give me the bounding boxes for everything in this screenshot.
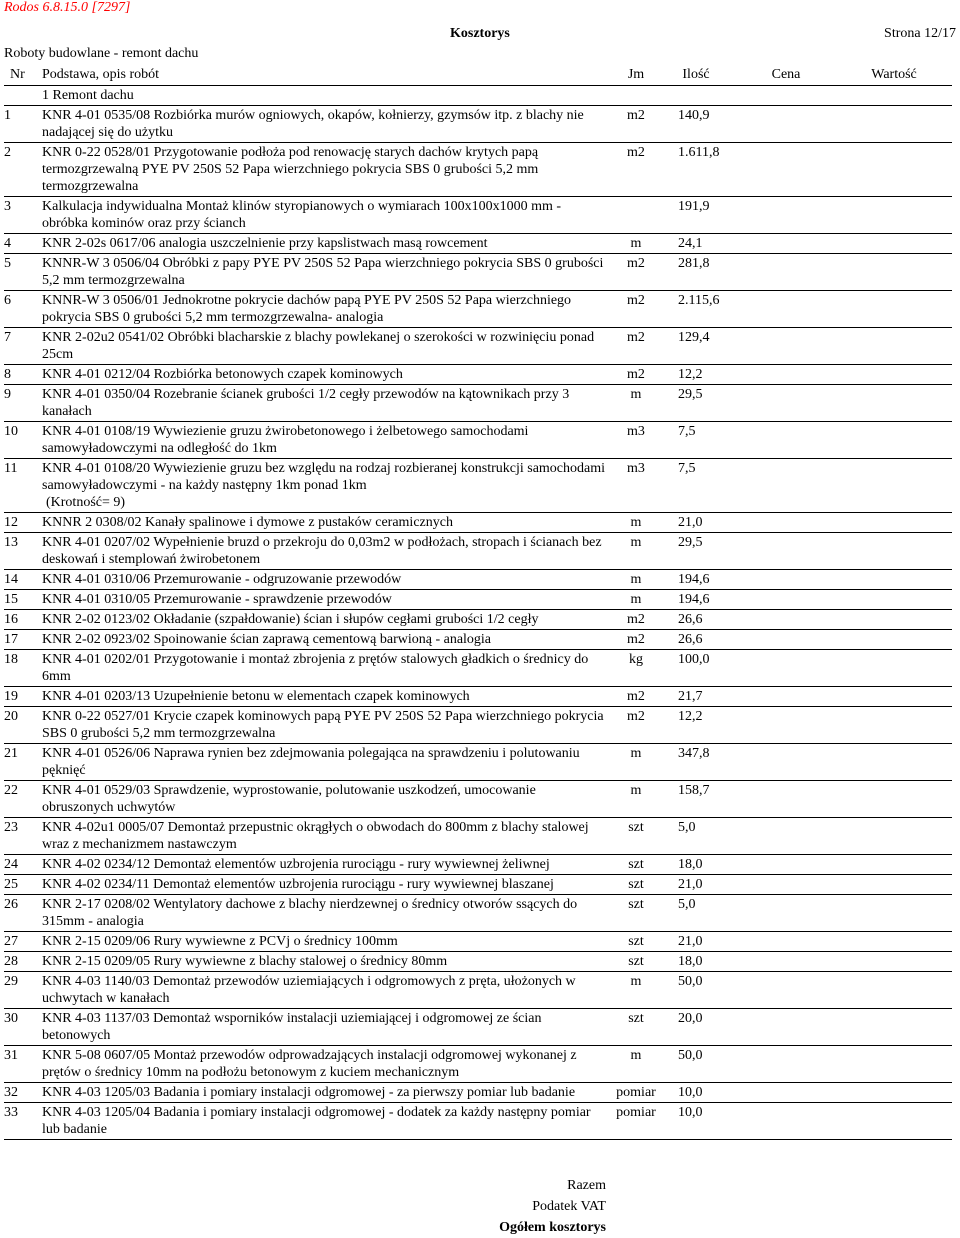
row-value	[836, 972, 952, 1009]
column-header-desc: Podstawa, opis robót	[42, 64, 616, 86]
row-price	[736, 781, 836, 818]
row-number: 24	[4, 855, 42, 875]
row-number: 33	[4, 1103, 42, 1140]
row-description	[42, 385, 616, 422]
row-description	[42, 610, 616, 630]
table-row	[4, 895, 952, 932]
row-number: 20	[4, 707, 42, 744]
row-description	[42, 197, 616, 234]
row-unit: m	[616, 781, 656, 818]
row-unit: m3	[616, 422, 656, 459]
row-quantity: 10,0	[656, 1103, 736, 1140]
page-number: Strona 12/17	[884, 26, 956, 41]
row-value	[836, 855, 952, 875]
row-unit: m3	[616, 459, 656, 513]
row-quantity: 50,0	[656, 972, 736, 1009]
row-description	[42, 234, 616, 254]
row-description	[42, 459, 616, 513]
row-number: 31	[4, 1046, 42, 1083]
column-header-qty: Ilość	[656, 64, 736, 86]
row-number: 18	[4, 650, 42, 687]
row-value	[836, 365, 952, 385]
row-quantity: 18,0	[656, 855, 736, 875]
row-quantity: 194,6	[656, 570, 736, 590]
table-row	[4, 234, 952, 254]
table-row	[4, 952, 952, 972]
table-row	[4, 513, 952, 533]
row-quantity: 12,2	[656, 365, 736, 385]
row-quantity: 21,7	[656, 687, 736, 707]
row-price	[736, 610, 836, 630]
row-price	[736, 932, 836, 952]
row-description-text: KNR 5-08 0607/05 Montaż przewodów odprowadzających instalacji odgromowej wykonanej z prętów o średnicy 10mm na podłożu betonowym z kuciem mechanicznym	[42, 1048, 577, 1080]
row-description-text: KNR 4-01 0108/20 Wywiezienie gruzu bez względu na rodzaj rozbieranej konstrukcji samochodami samowyładowczymi - na każdy następny 1km ponad 1km	[42, 461, 606, 493]
row-unit: m	[616, 1046, 656, 1083]
row-description-text: KNR 4-01 0529/03 Sprawdzenie, wyprostowanie, polutowanie uszkodzeń, umocowanie obruszonych uchwytów	[42, 783, 536, 815]
row-quantity: 21,0	[656, 932, 736, 952]
row-description	[42, 818, 616, 855]
table-row	[4, 291, 952, 328]
row-description	[42, 1009, 616, 1046]
row-unit: pomiar	[616, 1103, 656, 1140]
row-value	[836, 818, 952, 855]
row-value	[836, 570, 952, 590]
row-description-text: KNR 2-15 0209/06 Rury wywiewne z PCVj o średnicy 100mm	[42, 934, 398, 949]
row-description	[42, 687, 616, 707]
row-quantity: 50,0	[656, 1046, 736, 1083]
row-description	[42, 781, 616, 818]
row-description	[42, 744, 616, 781]
row-description	[42, 365, 616, 385]
row-unit: m2	[616, 630, 656, 650]
row-price	[736, 875, 836, 895]
row-unit: m	[616, 570, 656, 590]
row-value	[836, 895, 952, 932]
row-unit: m	[616, 744, 656, 781]
row-unit: kg	[616, 650, 656, 687]
row-value	[836, 143, 952, 197]
row-number: 3	[4, 197, 42, 234]
table-row	[4, 422, 952, 459]
table-row	[4, 365, 952, 385]
row-value	[836, 1009, 952, 1046]
row-quantity: 100,0	[656, 650, 736, 687]
row-description-text: KNR 2-02s 0617/06 analogia uszczelnienie przy kapslistwach masą rowcement	[42, 236, 488, 251]
row-price	[736, 972, 836, 1009]
row-price	[736, 291, 836, 328]
row-description-text: KNR 2-02u2 0541/02 Obróbki blacharskie z blachy powlekanej o szerokości w rozwinięciu ponad 25cm	[42, 330, 595, 362]
row-number: 7	[4, 328, 42, 365]
row-unit: m2	[616, 254, 656, 291]
row-number: 2	[4, 143, 42, 197]
cost-estimate-table	[4, 64, 952, 1140]
row-value	[836, 513, 952, 533]
row-number: 5	[4, 254, 42, 291]
row-description-text: KNR 0-22 0528/01 Przygotowanie podłoża pod renowację starych dachów krytych papą termozgrzewalną PYE PV 250S 52 Papa wierzchniego pokrycia SBS 0 grubości 5,2 mm termozgrzewalna	[42, 145, 539, 194]
row-unit: szt	[616, 952, 656, 972]
row-description-text: KNR 4-01 0212/04 Rozbiórka betonowych czapek kominowych	[42, 367, 403, 382]
row-number: 25	[4, 875, 42, 895]
row-value	[836, 932, 952, 952]
row-description	[42, 972, 616, 1009]
row-price	[736, 533, 836, 570]
row-value	[836, 1103, 952, 1140]
row-quantity: 194,6	[656, 590, 736, 610]
row-value	[836, 781, 952, 818]
row-value	[836, 328, 952, 365]
row-price	[736, 590, 836, 610]
row-description	[42, 590, 616, 610]
row-unit: m	[616, 533, 656, 570]
row-description-text: KNR 4-03 1205/03 Badania i pomiary instalacji odgromowej - za pierwszy pomiar lub badanie	[42, 1085, 576, 1100]
row-unit: m2	[616, 365, 656, 385]
row-number: 10	[4, 422, 42, 459]
row-price	[736, 1046, 836, 1083]
row-quantity: 29,5	[656, 533, 736, 570]
row-description-text: KNR 2-02 0123/02 Okładanie (szpałdowanie) ścian i słupów cegłami grubości 1/2 cegły	[42, 612, 539, 627]
row-price	[736, 422, 836, 459]
row-description-text: Kalkulacja indywidualna Montaż klinów styropianowych o wymiarach 100x100x1000 mm - obróbka kominów oraz przy ścianch	[42, 199, 562, 231]
row-quantity: 29,5	[656, 385, 736, 422]
row-number: 9	[4, 385, 42, 422]
row-number: 15	[4, 590, 42, 610]
table-row	[4, 707, 952, 744]
row-number: 19	[4, 687, 42, 707]
row-value	[836, 197, 952, 234]
table-row	[4, 197, 952, 234]
row-value	[836, 610, 952, 630]
row-description-text: KNR 4-01 0310/05 Przemurowanie - sprawdzenie przewodów	[42, 592, 392, 607]
row-description	[42, 143, 616, 197]
column-header-jm: Jm	[616, 64, 656, 86]
row-description	[42, 1046, 616, 1083]
row-description-text: KNR 4-01 0310/06 Przemurowanie - odgruzowanie przewodów	[42, 572, 402, 587]
row-description	[42, 533, 616, 570]
row-number: 12	[4, 513, 42, 533]
section-title	[42, 86, 616, 106]
table-row	[4, 533, 952, 570]
row-description	[42, 650, 616, 687]
section-row	[4, 86, 952, 106]
row-unit: szt	[616, 1009, 656, 1046]
table-row	[4, 610, 952, 630]
row-value	[836, 744, 952, 781]
row-unit: m	[616, 385, 656, 422]
row-value	[836, 1046, 952, 1083]
row-description	[42, 106, 616, 143]
row-unit	[616, 197, 656, 234]
section-name: Remont dachu	[52, 88, 134, 103]
row-description	[42, 1103, 616, 1140]
table-row	[4, 1103, 952, 1140]
row-description-text: KNR 4-01 0526/06 Naprawa rynien bez zdejmowania polegająca na sprawdzeniu i polutowaniu pęknięć	[42, 746, 580, 778]
row-unit: szt	[616, 895, 656, 932]
table-row	[4, 143, 952, 197]
row-quantity: 7,5	[656, 422, 736, 459]
row-unit: szt	[616, 875, 656, 895]
table-row	[4, 687, 952, 707]
row-quantity: 140,9	[656, 106, 736, 143]
table-row	[4, 932, 952, 952]
table-row	[4, 875, 952, 895]
row-description-text: KNR 4-02 0234/11 Demontaż elementów uzbrojenia rurociągu - rury wywiewnej blaszanej	[42, 877, 554, 892]
row-price	[736, 818, 836, 855]
row-quantity: 12,2	[656, 707, 736, 744]
row-quantity: 158,7	[656, 781, 736, 818]
row-price	[736, 328, 836, 365]
table-row	[4, 1083, 952, 1103]
row-quantity: 5,0	[656, 818, 736, 855]
table-row	[4, 630, 952, 650]
row-unit: m	[616, 972, 656, 1009]
row-unit: m	[616, 234, 656, 254]
row-number: 28	[4, 952, 42, 972]
row-number: 14	[4, 570, 42, 590]
row-description	[42, 895, 616, 932]
row-price	[736, 459, 836, 513]
row-price	[736, 855, 836, 875]
row-unit: szt	[616, 818, 656, 855]
row-number: 13	[4, 533, 42, 570]
row-description	[42, 570, 616, 590]
row-description-text: KNR 4-01 0203/13 Uzupełnienie betonu w elementach czapek kominowych	[42, 689, 470, 704]
row-description	[42, 932, 616, 952]
row-price	[736, 385, 836, 422]
row-description-text: KNR 0-22 0527/01 Krycie czapek kominowych papą PYE PV 250S 52 Papa wierzchniego pokrycia SBS 0 grubości 5,2 mm termozgrzewalna	[42, 709, 604, 741]
row-price	[736, 895, 836, 932]
row-unit: m2	[616, 707, 656, 744]
row-price	[736, 143, 836, 197]
app-version: Rodos 6.8.15.0 [7297]	[4, 0, 131, 15]
row-description-text: KNR 4-02 0234/12 Demontaż elementów uzbrojenia rurociągu - rury wywiewnej żeliwnej	[42, 857, 550, 872]
row-description-text: KNR 4-02u1 0005/07 Demontaż przepustnic okrągłych o obwodach do 800mm z blachy stalowej wraz z mechanizmem nastawczym	[42, 820, 589, 852]
row-number: 23	[4, 818, 42, 855]
row-price	[736, 234, 836, 254]
row-value	[836, 459, 952, 513]
row-price	[736, 1083, 836, 1103]
row-price	[736, 1103, 836, 1140]
row-quantity: 7,5	[656, 459, 736, 513]
row-value	[836, 422, 952, 459]
row-unit: m2	[616, 610, 656, 630]
table-row	[4, 1046, 952, 1083]
row-number: 1	[4, 106, 42, 143]
row-number: 17	[4, 630, 42, 650]
row-description	[42, 422, 616, 459]
table-row	[4, 1009, 952, 1046]
row-price	[736, 197, 836, 234]
document-title: Kosztorys	[450, 26, 510, 41]
row-description-text: KNR 4-01 0535/08 Rozbiórka murów ogniowych, okapów, kołnierzy, gzymsów itp. z blachy nie nadającej się do użytku	[42, 108, 584, 140]
row-value	[836, 234, 952, 254]
document-subtitle: Roboty budowlane - remont dachu	[4, 46, 199, 61]
row-unit: szt	[616, 855, 656, 875]
row-value	[836, 952, 952, 972]
table-row	[4, 385, 952, 422]
row-unit: m2	[616, 687, 656, 707]
row-description	[42, 1083, 616, 1103]
row-description-text: KNR 4-03 1137/03 Demontaż wsporników instalacji uziemiającej i odgromowej ze ścian betonowych	[42, 1011, 542, 1043]
row-description	[42, 291, 616, 328]
table-row	[4, 106, 952, 143]
row-number: 21	[4, 744, 42, 781]
row-quantity: 20,0	[656, 1009, 736, 1046]
row-description-text: KNR 4-01 0108/19 Wywiezienie gruzu żwirobetonowego i żelbetowego samochodami samowyładowczymi na odległość do 1km	[42, 424, 529, 456]
total-razem-label: Razem	[567, 1178, 606, 1193]
row-description	[42, 875, 616, 895]
row-quantity: 18,0	[656, 952, 736, 972]
row-value	[836, 650, 952, 687]
row-price	[736, 106, 836, 143]
table-row	[4, 972, 952, 1009]
column-header-nr: Nr	[4, 64, 42, 86]
total-overall-label: Ogółem kosztorys	[499, 1220, 606, 1235]
table-row	[4, 781, 952, 818]
row-unit: m2	[616, 143, 656, 197]
row-description-text: KNR 2-02 0923/02 Spoinowanie ścian zaprawą cementową barwioną - analogia	[42, 632, 492, 647]
row-price	[736, 744, 836, 781]
row-quantity: 281,8	[656, 254, 736, 291]
row-description	[42, 855, 616, 875]
row-number: 11	[4, 459, 42, 513]
row-quantity: 24,1	[656, 234, 736, 254]
row-number: 22	[4, 781, 42, 818]
row-description-text: KNNR-W 3 0506/04 Obróbki z papy PYE PV 250S 52 Papa wierzchniego pokrycia SBS 0 grubości 5,2 mm termozgrzewalna	[42, 256, 604, 288]
row-value	[836, 687, 952, 707]
table-row	[4, 459, 952, 513]
row-unit: m	[616, 590, 656, 610]
row-quantity: 2.115,6	[656, 291, 736, 328]
row-description	[42, 630, 616, 650]
row-value	[836, 875, 952, 895]
row-price	[736, 254, 836, 291]
row-price	[736, 365, 836, 385]
table-row	[4, 328, 952, 365]
row-value	[836, 106, 952, 143]
row-number: 8	[4, 365, 42, 385]
row-value	[836, 291, 952, 328]
row-value	[836, 707, 952, 744]
row-description-text: KNR 4-01 0202/01 Przygotowanie i montaż zbrojenia z prętów stalowych gładkich o średnicy do 6mm	[42, 652, 589, 684]
row-unit: m	[616, 513, 656, 533]
row-description-text: KNR 4-03 1205/04 Badania i pomiary instalacji odgromowej - dodatek za każdy następny pomiar lub badanie	[42, 1105, 591, 1137]
row-number: 4	[4, 234, 42, 254]
row-value	[836, 385, 952, 422]
row-value	[836, 533, 952, 570]
table-header-row	[4, 64, 952, 86]
row-number: 26	[4, 895, 42, 932]
row-description	[42, 513, 616, 533]
row-description	[42, 328, 616, 365]
row-description-text: KNNR-W 3 0506/01 Jednokrotne pokrycie dachów papą PYE PV 250S 52 Papa wierzchniego pokrycia SBS 0 grubości 5,2 mm termozgrzewalna- analogia	[42, 293, 572, 325]
row-quantity: 21,0	[656, 875, 736, 895]
row-note: (Krotność= 9)	[46, 495, 126, 510]
row-description-text: KNR 4-01 0350/04 Rozebranie ścianek grubości 1/2 cegły przewodów na kątownikach przy 3 kanałach	[42, 387, 570, 419]
row-price	[736, 513, 836, 533]
table-row	[4, 818, 952, 855]
row-description-text: KNR 2-17 0208/02 Wentylatory dachowe z blachy nierdzewnej o średnicy otworów ssących do 315mm - analogia	[42, 897, 578, 929]
totals-block	[499, 1175, 606, 1238]
row-unit: pomiar	[616, 1083, 656, 1103]
row-price	[736, 630, 836, 650]
total-vat-label: Podatek VAT	[532, 1199, 606, 1214]
row-value	[836, 630, 952, 650]
column-header-value: Wartość	[836, 64, 952, 86]
table-row	[4, 254, 952, 291]
row-number: 16	[4, 610, 42, 630]
row-number: 30	[4, 1009, 42, 1046]
row-description	[42, 254, 616, 291]
table-row	[4, 570, 952, 590]
row-description	[42, 952, 616, 972]
row-price	[736, 707, 836, 744]
table-row	[4, 590, 952, 610]
row-unit: m2	[616, 106, 656, 143]
row-quantity: 5,0	[656, 895, 736, 932]
row-description-text: KNR 2-15 0209/05 Rury wywiewne z blachy stalowej o średnicy 80mm	[42, 954, 448, 969]
row-quantity: 26,6	[656, 630, 736, 650]
row-price	[736, 952, 836, 972]
row-value	[836, 590, 952, 610]
row-quantity: 26,6	[656, 610, 736, 630]
row-number: 29	[4, 972, 42, 1009]
row-description-text: KNR 4-01 0207/02 Wypełnienie bruzd o przekroju do 0,03m2 w podłożach, stropach i ścianach bez deskowań i stemplowań żwirobetonem	[42, 535, 602, 567]
row-price	[736, 570, 836, 590]
row-quantity: 191,9	[656, 197, 736, 234]
row-description	[42, 707, 616, 744]
table-row	[4, 855, 952, 875]
row-unit: m2	[616, 291, 656, 328]
row-value	[836, 254, 952, 291]
row-quantity: 21,0	[656, 513, 736, 533]
row-unit: m2	[616, 328, 656, 365]
table-row	[4, 650, 952, 687]
table-row	[4, 744, 952, 781]
row-price	[736, 650, 836, 687]
row-description-text: KNNR 2 0308/02 Kanały spalinowe i dymowe z pustaków ceramicznych	[42, 515, 453, 530]
row-number: 6	[4, 291, 42, 328]
row-number: 32	[4, 1083, 42, 1103]
row-price	[736, 687, 836, 707]
column-header-price: Cena	[736, 64, 836, 86]
row-quantity: 10,0	[656, 1083, 736, 1103]
row-number: 27	[4, 932, 42, 952]
section-number: 1	[42, 88, 49, 103]
row-price	[736, 1009, 836, 1046]
row-quantity: 1.611,8	[656, 143, 736, 197]
row-quantity: 347,8	[656, 744, 736, 781]
row-unit: szt	[616, 932, 656, 952]
row-quantity: 129,4	[656, 328, 736, 365]
row-description-text: KNR 4-03 1140/03 Demontaż przewodów uziemiających i odgromowych z pręta, ułożonych w uchwytach w kanałach	[42, 974, 576, 1006]
row-value	[836, 1083, 952, 1103]
